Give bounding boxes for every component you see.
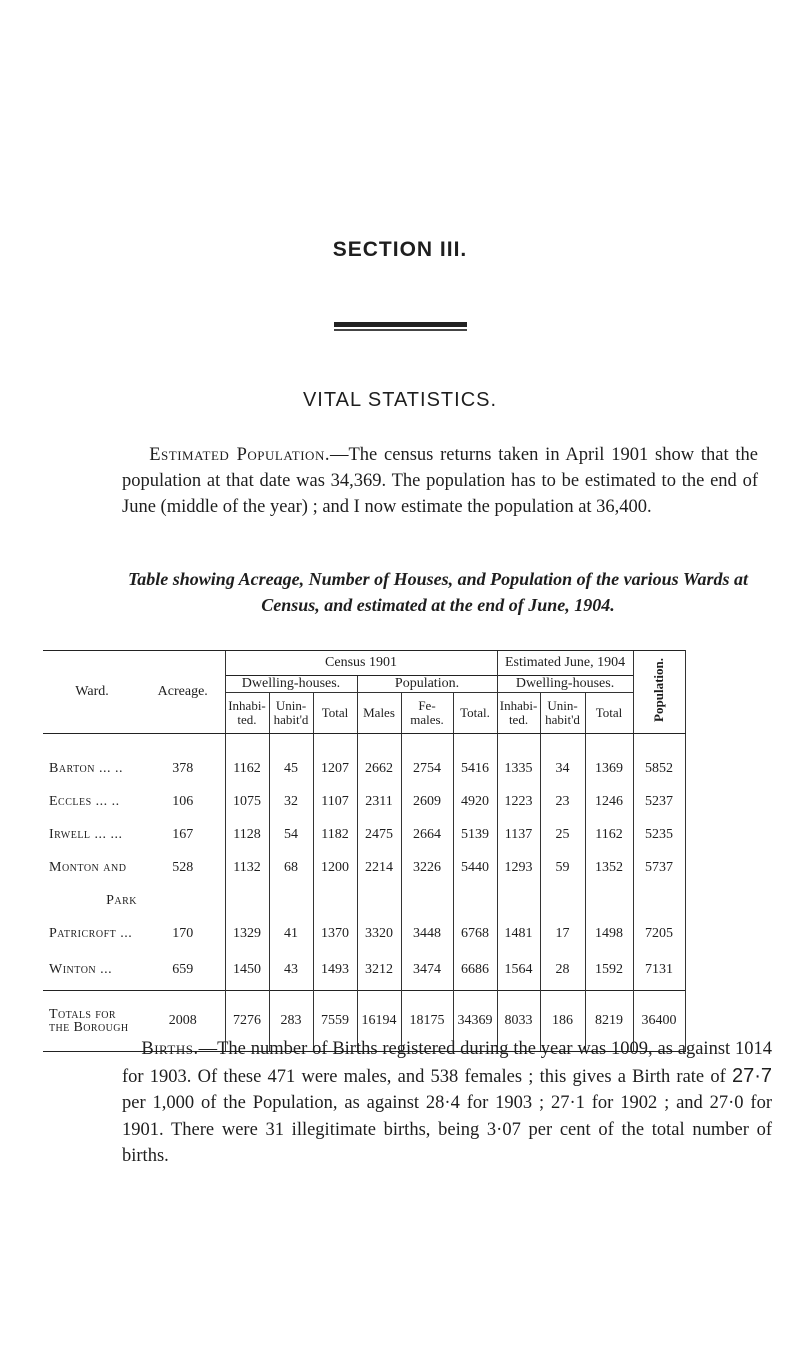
inhabited-cell: 1450 xyxy=(225,950,269,990)
total-population-cell: 6768 xyxy=(453,917,497,950)
total-houses-cell: 1370 xyxy=(313,917,357,950)
births-label: Births. xyxy=(141,1039,199,1059)
inhabited-cell: 1329 xyxy=(225,917,269,950)
col-header-est-total: Total xyxy=(585,693,633,734)
est-inhabited-cell: 1335 xyxy=(497,752,540,785)
total-population-cell: 4920 xyxy=(453,785,497,818)
births-text-after: per 1,000 of the Population, as against 28·4 for 1903 ; 27·1 for 1902 ; and 27·0 for 1901. There were 31 illegitimate births, being 3·07 per cent of the total number of births. xyxy=(122,1093,772,1166)
estimated-population-label: Estimated Population. xyxy=(149,445,330,465)
total-houses-cell: 1200 xyxy=(313,851,357,884)
col-header-dwelling-houses: Dwelling-houses. xyxy=(225,676,357,693)
acreage-cell: 106 xyxy=(172,793,194,809)
totals-est-inhabited: 8033 xyxy=(497,990,540,1051)
total-houses-cell: 1107 xyxy=(313,785,357,818)
est-inhabited-cell: 1223 xyxy=(497,785,540,818)
totals-inhabited: 7276 xyxy=(225,990,269,1051)
ward-name: Eccles ... .. xyxy=(49,793,120,809)
uninhabited-cell: 32 xyxy=(269,785,313,818)
est-uninhabited-cell: 23 xyxy=(540,785,585,818)
males-cell: 3212 xyxy=(357,950,401,990)
males-cell: 2311 xyxy=(357,785,401,818)
inhabited-cell: 1132 xyxy=(225,851,269,884)
uninhabited-cell: 41 xyxy=(269,917,313,950)
population-table xyxy=(43,650,725,1052)
totals-est-uninhabited: 186 xyxy=(540,990,585,1051)
col-header-acreage: Acreage. xyxy=(141,651,225,734)
total-houses-cell: 1207 xyxy=(313,752,357,785)
est-population-cell: 5737 xyxy=(633,851,685,884)
totals-label-line1: Totals for xyxy=(49,1006,116,1022)
col-header-est-dwelling-houses: Dwelling-houses. xyxy=(497,676,633,693)
col-header-ward: Ward. xyxy=(43,651,141,734)
males-cell: 3320 xyxy=(357,917,401,950)
table-row xyxy=(43,818,725,851)
total-population-cell: 5440 xyxy=(453,851,497,884)
col-header-est-inhabited: Inhabi- ted. xyxy=(497,693,540,734)
acreage-cell: 170 xyxy=(172,925,194,941)
uninhabited-cell: 45 xyxy=(269,752,313,785)
ward-name: Patricroft ... xyxy=(49,925,133,941)
inhabited-cell: 1128 xyxy=(225,818,269,851)
total-houses-cell: 1493 xyxy=(313,950,357,990)
est-inhabited-cell: 1293 xyxy=(497,851,540,884)
uninhabited-cell: 54 xyxy=(269,818,313,851)
col-header-males: Males xyxy=(357,693,401,734)
table-row xyxy=(43,752,725,785)
acreage-cell: 659 xyxy=(172,961,194,977)
est-total-cell: 1498 xyxy=(585,917,633,950)
col-header-population-group: Population. xyxy=(357,676,497,693)
section-title: SECTION III. xyxy=(332,238,468,261)
table-row xyxy=(43,917,725,950)
totals-est-population: 36400 xyxy=(633,990,685,1051)
table-title: Table showing Acreage, Number of Houses, and Population of the various Wards at Census, and estimated at the end of June, 1904. xyxy=(127,569,749,615)
table-row xyxy=(43,884,725,917)
males-cell: 2475 xyxy=(357,818,401,851)
acreage-cell: 528 xyxy=(172,859,194,875)
table-row xyxy=(43,851,725,884)
est-uninhabited-cell: 28 xyxy=(540,950,585,990)
estimated-population-text: —The census returns taken in April 1901 show that the population at that date was 34,369. The population has to be estimated to the end of June (middle of the year) ; and I now estimate the population at 36,400. xyxy=(122,445,759,517)
col-header-population: Population. xyxy=(651,657,667,722)
est-total-cell: 1246 xyxy=(585,785,633,818)
totals-females: 18175 xyxy=(401,990,453,1051)
col-header-est-uninhabited: Unin- habit'd xyxy=(540,693,585,734)
col-header-uninhabited: Unin- habit'd xyxy=(269,693,313,734)
col-header-estimated: Estimated June, 1904 xyxy=(497,651,633,676)
col-header-census: Census 1901 xyxy=(225,651,497,676)
births-paragraph xyxy=(122,1036,772,1170)
col-header-females: Fe- males. xyxy=(401,693,453,734)
births-text-before: —The number of Births registered during the year was 1009, as against 1014 for 1903. Of these 471 were males, and 538 females ; this gives a Birth rate of xyxy=(122,1039,773,1087)
est-total-cell: 1369 xyxy=(585,752,633,785)
uninhabited-cell: 43 xyxy=(269,950,313,990)
females-cell: 3226 xyxy=(401,851,453,884)
acreage-cell: 378 xyxy=(172,760,194,776)
ward-name: Winton ... xyxy=(49,961,113,977)
est-population-cell: 5852 xyxy=(633,752,685,785)
est-uninhabited-cell: 17 xyxy=(540,917,585,950)
col-header-total-population: Total. xyxy=(453,693,497,734)
est-population-cell: 7131 xyxy=(633,950,685,990)
inhabited-cell: 1162 xyxy=(225,752,269,785)
birth-rate-value: 27·7 xyxy=(731,1064,772,1087)
vital-statistics-heading: VITAL STATISTICS. xyxy=(302,389,498,411)
acreage-cell: 167 xyxy=(172,826,194,842)
totals-total-houses: 7559 xyxy=(313,990,357,1051)
females-cell: 3448 xyxy=(401,917,453,950)
totals-total-population: 34369 xyxy=(453,990,497,1051)
table-row xyxy=(43,950,725,990)
ward-name: Monton and xyxy=(49,859,127,875)
col-header-total: Total xyxy=(313,693,357,734)
est-total-cell: 1352 xyxy=(585,851,633,884)
totals-uninhabited: 283 xyxy=(269,990,313,1051)
females-cell: 2754 xyxy=(401,752,453,785)
est-inhabited-cell: 1137 xyxy=(497,818,540,851)
estimated-population-paragraph xyxy=(122,442,758,520)
ward-name: Park xyxy=(106,892,137,908)
females-cell: 2664 xyxy=(401,818,453,851)
est-population-cell: 5235 xyxy=(633,818,685,851)
total-population-cell: 5139 xyxy=(453,818,497,851)
inhabited-cell: 1075 xyxy=(225,785,269,818)
est-inhabited-cell: 1564 xyxy=(497,950,540,990)
est-inhabited-cell: 1481 xyxy=(497,917,540,950)
males-cell: 2662 xyxy=(357,752,401,785)
total-houses-cell: 1182 xyxy=(313,818,357,851)
totals-males: 16194 xyxy=(357,990,401,1051)
est-total-cell: 1592 xyxy=(585,950,633,990)
females-cell: 2609 xyxy=(401,785,453,818)
est-uninhabited-cell: 34 xyxy=(540,752,585,785)
ward-name: Barton ... .. xyxy=(49,760,123,776)
totals-acreage: 2008 xyxy=(141,990,225,1051)
total-population-cell: 6686 xyxy=(453,950,497,990)
uninhabited-cell: 68 xyxy=(269,851,313,884)
title-rule-thin xyxy=(334,329,467,331)
col-header-inhabited: Inhabi- ted. xyxy=(225,693,269,734)
totals-est-total: 8219 xyxy=(585,990,633,1051)
est-total-cell: 1162 xyxy=(585,818,633,851)
table-row xyxy=(43,785,725,818)
est-uninhabited-cell: 59 xyxy=(540,851,585,884)
females-cell: 3474 xyxy=(401,950,453,990)
ward-name: Irwell ... ... xyxy=(49,826,123,842)
est-population-cell: 5237 xyxy=(633,785,685,818)
males-cell: 2214 xyxy=(357,851,401,884)
totals-label-line2: the Borough xyxy=(49,1019,129,1035)
est-population-cell: 7205 xyxy=(633,917,685,950)
total-population-cell: 5416 xyxy=(453,752,497,785)
est-uninhabited-cell: 25 xyxy=(540,818,585,851)
title-rule xyxy=(334,322,467,327)
